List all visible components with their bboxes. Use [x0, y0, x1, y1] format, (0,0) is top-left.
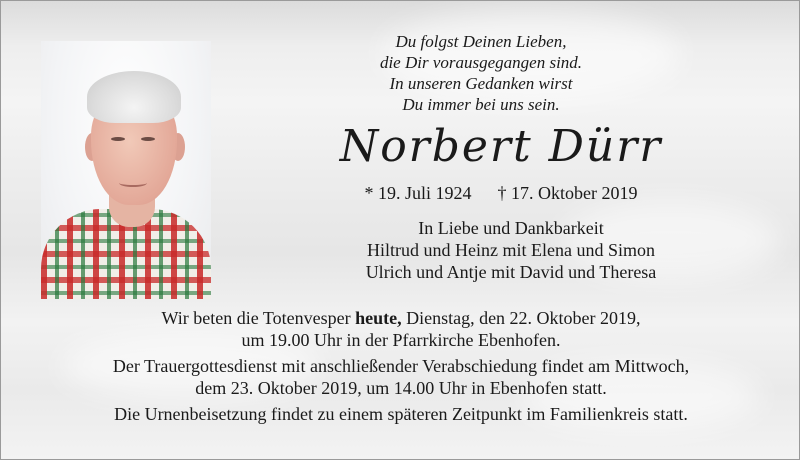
portrait-photo — [41, 41, 211, 299]
mourner-line: Hiltrud und Heinz mit Elena und Simon — [367, 240, 655, 260]
deceased-name: Norbert Dürr — [339, 121, 663, 172]
service-line: dem 23. Oktober 2019, um 14.00 Uhr in Ebenhofen statt. — [195, 378, 607, 398]
life-dates — [321, 183, 681, 204]
vesper-location: um 19.00 Uhr in der Pfarrkirche Ebenhofen. — [241, 330, 561, 350]
poem-line: Du folgst Deinen Lieben, — [395, 32, 567, 51]
vesper-text: Wir beten die Totenvesper — [161, 308, 356, 328]
vesper-notice — [21, 307, 781, 351]
vesper-emphasis: heute, — [355, 308, 402, 328]
mourners-intro: In Liebe und Dankbarkeit — [418, 218, 604, 238]
birth-date: * 19. Juli 1924 — [364, 183, 472, 203]
poem-line: Du immer bei uns sein. — [402, 95, 560, 114]
mourners — [311, 217, 711, 283]
memorial-poem — [331, 31, 631, 115]
urn-burial-notice — [21, 403, 781, 425]
service-line: Der Trauergottesdienst mit anschließender Verabschiedung findet am Mittwoch, — [112, 356, 690, 376]
mourner-line: Ulrich und Antje mit David und Theresa — [365, 262, 657, 282]
hair — [87, 71, 181, 123]
poem-line: die Dir vorausgegangen sind. — [379, 53, 583, 72]
service-notices — [21, 307, 781, 429]
vesper-date: Dienstag, den 22. Oktober 2019, — [401, 308, 641, 328]
funeral-service-notice — [21, 355, 781, 399]
urn-line: Die Urnenbeisetzung findet zu einem späteren Zeitpunkt im Familienkreis statt. — [114, 404, 688, 424]
poem-line: In unseren Gedanken wirst — [389, 74, 573, 93]
death-date: † 17. Oktober 2019 — [497, 183, 638, 203]
